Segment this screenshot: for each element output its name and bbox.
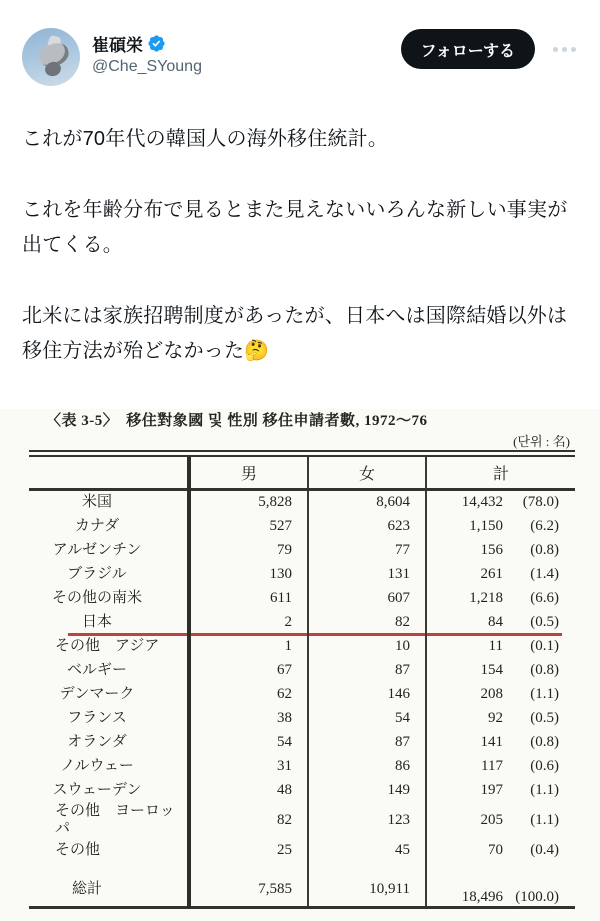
scan-table-header-row <box>29 454 575 490</box>
column-header-country <box>29 454 189 490</box>
table-row: その他 ヨーロッパ 82 123 205 (1.1) <box>29 802 575 838</box>
user-names <box>92 28 202 76</box>
table-row: フランス 38 54 92 (0.5) <box>29 706 575 730</box>
table-row: 米国 5,828 8,604 14,432 (78.0) <box>29 490 575 514</box>
table-row: ノルウェー 31 86 117 (0.6) <box>29 754 575 778</box>
scan-table <box>29 450 575 909</box>
table-row: その他の南米 611 607 1,218 (6.6) <box>29 586 575 610</box>
tweet-paragraph: 北米には家族招聘制度があったが、日本へは国際結婚以外は移住方法が殆どなかった🤔 <box>22 305 568 362</box>
table-row: アルゼンチン 79 77 156 (0.8) <box>29 538 575 562</box>
table-row: その他 アジア 1 10 11 (0.1) <box>29 634 575 658</box>
verified-badge-icon <box>147 34 166 53</box>
tweet-header <box>0 28 600 86</box>
tweet-text <box>0 122 600 369</box>
column-header-male: 男 <box>189 454 308 490</box>
display-name[interactable]: 崔碩栄 <box>92 36 143 55</box>
table-row: デンマーク 62 146 208 (1.1) <box>29 682 575 706</box>
column-header-female: 女 <box>308 454 426 490</box>
table-row: ベルギー 67 87 154 (0.8) <box>29 658 575 682</box>
more-options-icon[interactable] <box>551 43 578 56</box>
scan-table-title: 〈表 3-5〉 移住對象國 및 性別 移住申請者數, 1972〜76 <box>46 413 428 429</box>
table-row: スウェーデン 48 149 197 (1.1) <box>29 778 575 802</box>
column-header-total: 計 <box>426 454 575 490</box>
user-handle[interactable]: @Che_SYoung <box>92 58 202 75</box>
follow-button[interactable]: フォローする <box>401 29 535 69</box>
tweet-paragraph: これを年齢分布で見るとまた見えないいろんな新しい事実が出てくる。 <box>22 199 568 256</box>
avatar[interactable] <box>22 28 80 86</box>
tweet-paragraph: これが70年代の韓国人の海外移住統計。 <box>22 128 389 150</box>
table-row: 日本 2 82 84 (0.5) <box>29 610 575 634</box>
table-total-row: 総計 7,585 10,911 18,496 (100.0) <box>29 862 575 908</box>
table-row: カナダ 527 623 1,150 (6.2) <box>29 514 575 538</box>
table-row: その他 25 45 70 (0.4) <box>29 838 575 862</box>
attached-image-scanned-table[interactable] <box>0 409 600 921</box>
table-row: オランダ 54 87 141 (0.8) <box>29 730 575 754</box>
table-row: ブラジル 130 131 261 (1.4) <box>29 562 575 586</box>
scan-table-unit-note: (단위 : 名) <box>513 434 570 449</box>
